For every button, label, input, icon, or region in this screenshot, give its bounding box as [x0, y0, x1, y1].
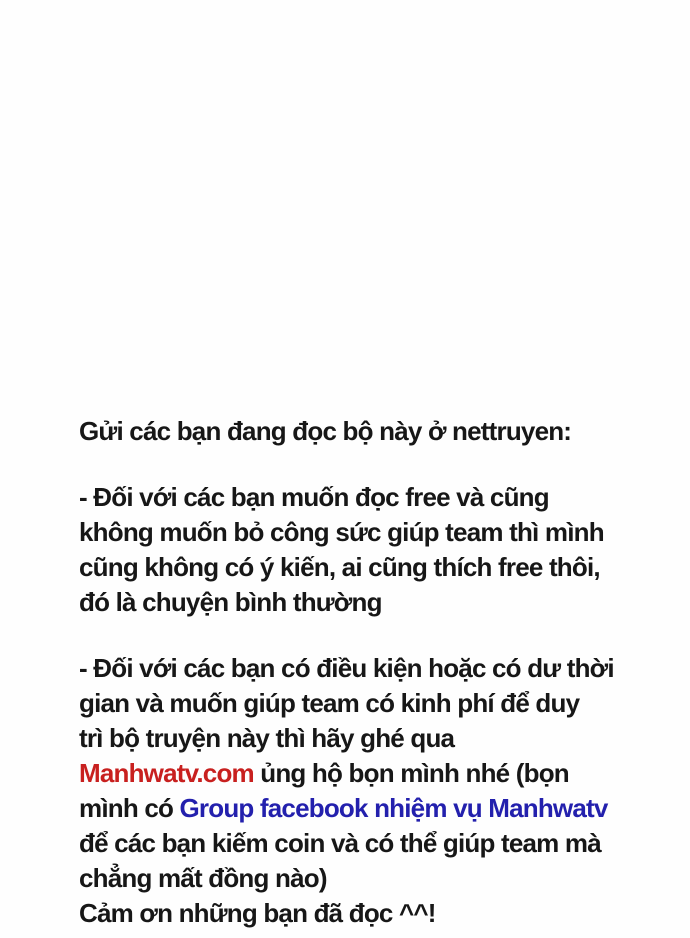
text-line	[79, 756, 650, 791]
text-segment: - Đối với các bạn muốn đọc free và cũng	[79, 482, 549, 512]
manhwatv-site-text: Manhwatv.com	[79, 758, 254, 788]
text-segment: không muốn bỏ công sức giúp team thì mình	[79, 517, 604, 547]
text-line	[79, 686, 650, 721]
text-segment: mình có	[79, 793, 180, 823]
text-line	[79, 861, 650, 896]
support-paragraph	[79, 651, 650, 931]
text-segment: chẳng mất đồng nào)	[79, 863, 327, 893]
greeting-paragraph	[79, 414, 650, 449]
text-line	[79, 515, 650, 550]
text-segment: cũng không có ý kiến, ai cũng thích free thôi,	[79, 552, 600, 582]
text-line	[79, 651, 650, 686]
text-segment: để các bạn kiếm coin và có thể giúp team mà	[79, 828, 601, 858]
text-segment: - Đối với các bạn có điều kiện hoặc có dư thời	[79, 653, 614, 683]
text-line	[79, 896, 650, 931]
text-segment: trì bộ truyện này thì hãy ghé qua	[79, 723, 455, 753]
text-line	[79, 826, 650, 861]
text-segment: Gửi các bạn đang đọc bộ này ở nettruyen:	[79, 416, 572, 446]
free-readers-paragraph	[79, 480, 650, 620]
text-segment: Cảm ơn những bạn đã đọc ^^!	[79, 898, 436, 928]
text-line	[79, 550, 650, 585]
text-line	[79, 585, 650, 620]
text-segment: đó là chuyện bình thường	[79, 587, 382, 617]
text-line	[79, 414, 650, 449]
text-line	[79, 721, 650, 756]
text-line	[79, 791, 650, 826]
note-text-block	[79, 414, 650, 931]
text-line	[79, 480, 650, 515]
text-segment: gian và muốn giúp team có kinh phí để duy	[79, 688, 580, 718]
facebook-group-text: Group facebook nhiệm vụ Manhwatv	[179, 793, 608, 823]
text-segment: ủng hộ bọn mình nhé (bọn	[253, 758, 569, 788]
